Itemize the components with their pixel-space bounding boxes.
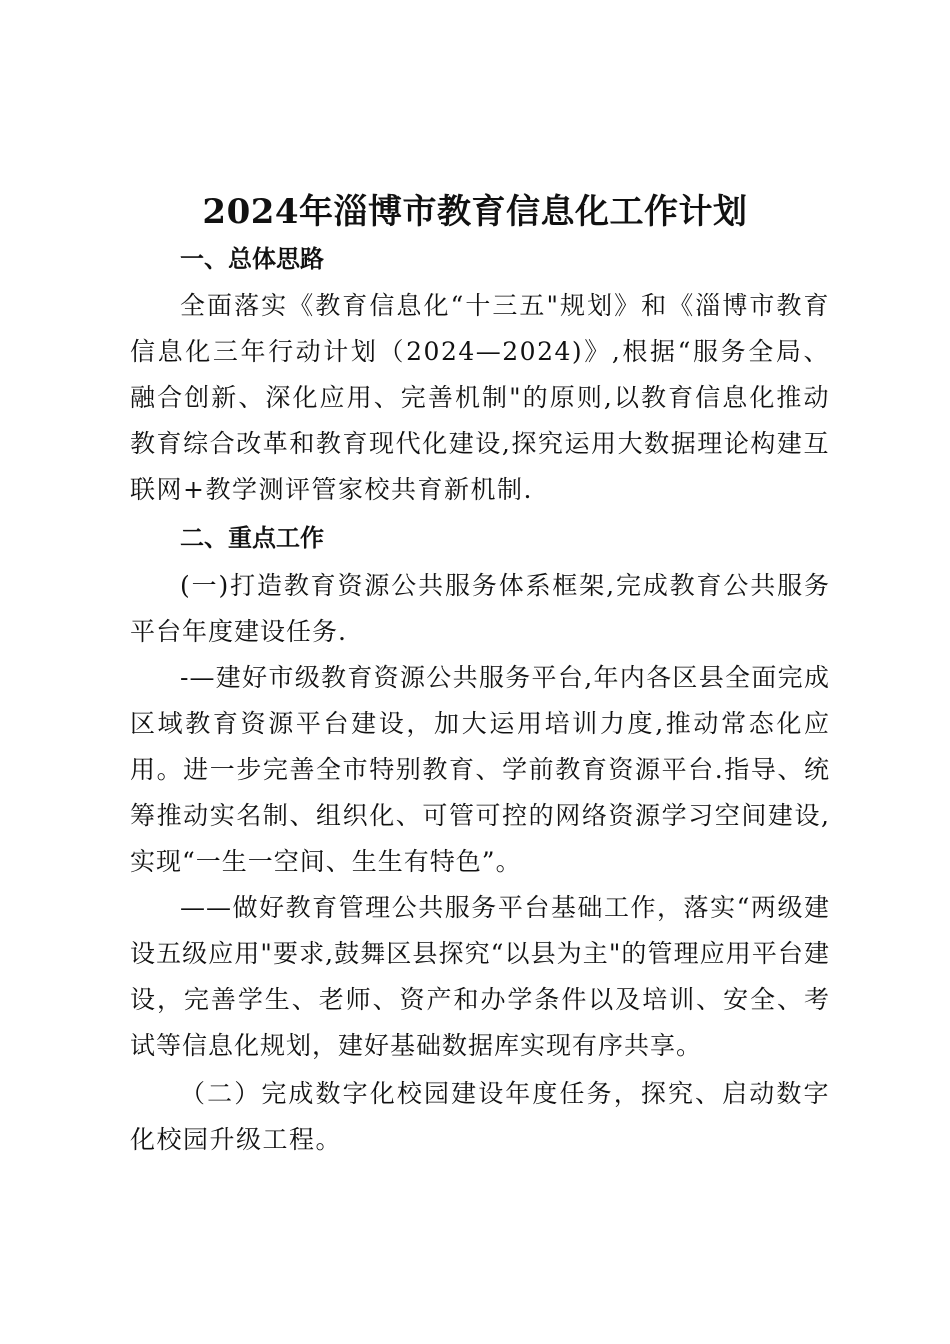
paragraph-item-1: (一)打造教育资源公共服务体系框架,完成教育公共服务平台年度建设任务. — [130, 571, 830, 646]
section-heading-overall-approach: 一、总体思路 — [180, 244, 324, 273]
document-title: 2024年淄博市教育信息化工作计划 — [202, 192, 748, 232]
paragraph-overall-approach: 全面落实《教育信息化“十三五"规划》和《淄博市教育信息化三年行动计划（2024—2024)》,根据“服务全局、融合创新、深化应用、完善机制"的原则,以教育信息化推动教育综合改革和教育现代化建设,探究运用大数据理论构建互联网+教学测评管家校共育新机制. — [130, 291, 830, 504]
paragraph-item-1-sub-2: ——做好教育管理公共服务平台基础工作，落实“两级建设五级应用"要求,鼓舞区县探究“以县为主"的管理应用平台建设，完善学生、老师、资产和办学条件以及培训、安全、考试等信息化规划，建好基础数据库实现有序共享。 — [130, 893, 830, 1060]
paragraph-item-1-sub-1: -—建好市级教育资源公共服务平台,年内各区县全面完成区域教育资源平台建设，加大运用培训力度,推动常态化应用。进一步完善全市特别教育、学前教育资源平台.指导、统筹推动实名制、组织化、可管可控的网络资源学习空间建设,实现“一生一空间、生生有特色”。 — [130, 663, 830, 876]
section-heading-key-work: 二、重点工作 — [180, 523, 324, 552]
paragraph-item-2: （二）完成数字化校园建设年度任务，探究、启动数字化校园升级工程。 — [130, 1079, 830, 1154]
